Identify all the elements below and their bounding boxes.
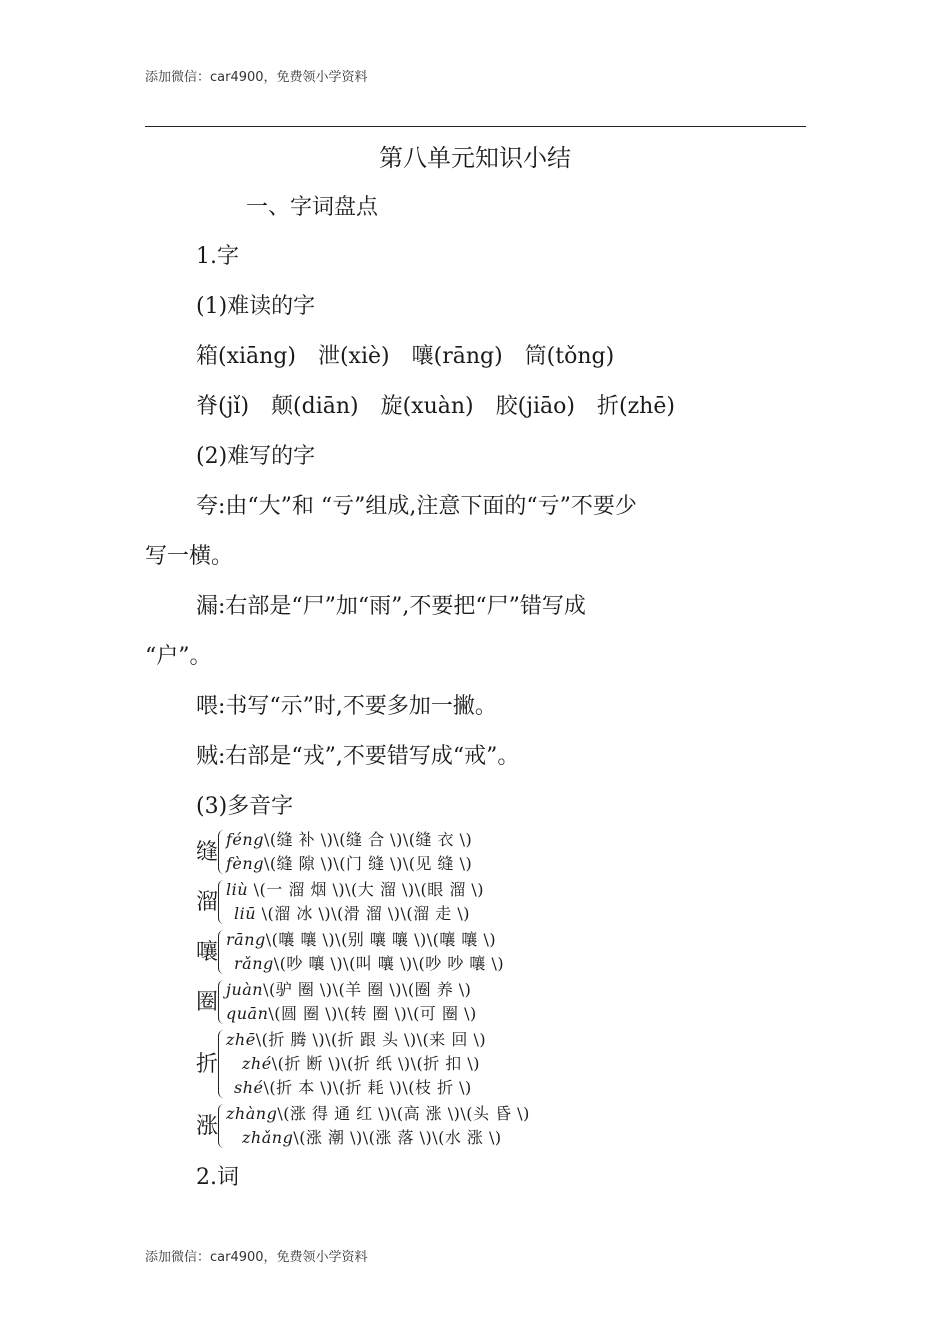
subsection-chars: 1.字 — [196, 244, 239, 269]
hard-write-kua-1: 夸:由“大”和 “亏”组成,注意下面的“亏”不要少 — [196, 494, 637, 519]
polyphone-group — [196, 828, 556, 876]
polyphone-heading: (3)多音字 — [196, 794, 294, 819]
hard-write-heading: (2)难写的字 — [196, 444, 316, 469]
header-divider — [145, 126, 806, 127]
subsection-words: 2.词 — [196, 1165, 239, 1190]
reading-line — [234, 1077, 472, 1099]
hard-read-row-2: 脊(jǐ) 颠(diān) 旋(xuàn) 胶(jiāo) 折(zhē) — [196, 394, 675, 419]
pinyin: shé — [234, 1078, 264, 1097]
pinyin: féng — [226, 830, 264, 849]
pinyin: rǎng — [234, 954, 274, 973]
example-words: \(一 溜 烟 \)\(大 溜 \)\(眼 溜 \) — [248, 880, 485, 899]
example-words: \(涨 得 通 红 \)\(高 涨 \)\(头 昏 \) — [277, 1104, 530, 1123]
example-words: \(折 断 \)\(折 纸 \)\(折 扣 \) — [271, 1054, 481, 1073]
brace — [218, 930, 225, 974]
example-words: \(圆 圈 \)\(转 圈 \)\(可 圈 \) — [268, 1004, 477, 1023]
hard-write-zei: 贼:右部是“戎”,不要错写成“戒”。 — [196, 744, 520, 769]
pinyin: liù — [226, 880, 249, 899]
polyphone-char: 缝 — [196, 840, 219, 865]
pinyin: zhē — [226, 1030, 256, 1049]
hard-write-wei: 喂:书写“⽰”时,不要多加一撇。 — [196, 694, 497, 719]
reading-line — [226, 979, 471, 1001]
pinyin: liū — [234, 904, 257, 923]
reading-line — [226, 879, 484, 901]
hard-write-kua-2: 写一横。 — [145, 544, 234, 569]
reading-line — [226, 1003, 477, 1025]
polyphone-char: 嚷 — [196, 940, 219, 965]
example-words: \(折 腾 \)\(折 跟 头 \)\(来 回 \) — [255, 1030, 487, 1049]
pinyin: zhé — [242, 1054, 272, 1073]
hard-write-lou-1: 漏:右部是“尸”加“雨”,不要把“尸”错写成 — [196, 594, 586, 619]
reading-line — [226, 929, 496, 951]
example-words: \(嚷 嚷 \)\(别 嚷 嚷 \)\(嚷 嚷 \) — [265, 930, 497, 949]
brace — [218, 830, 225, 874]
polyphone-char: 涨 — [196, 1114, 219, 1139]
example-words: \(驴 圈 \)\(羊 圈 \)\(圈 养 \) — [263, 980, 472, 999]
reading-line — [226, 1029, 486, 1051]
polyphone-char: 圈 — [196, 990, 219, 1015]
reading-line — [234, 953, 504, 975]
pinyin: fèng — [226, 854, 264, 873]
example-words: \(折 本 \)\(折 耗 \)\(枝 折 \) — [263, 1078, 472, 1097]
footer-watermark-note: 添加微信：car4900，免费领小学资料 — [145, 1250, 368, 1265]
reading-line — [226, 853, 472, 875]
polyphone-group — [196, 928, 556, 976]
hard-read-row-1: 箱(xiāng) 泄(xiè) 嚷(rāng) 筒(tǒng) — [196, 344, 615, 369]
pinyin: juàn — [226, 980, 264, 999]
brace — [218, 1104, 225, 1148]
pinyin: zhàng — [226, 1104, 278, 1123]
page-title: 第八单元知识小结 — [379, 144, 571, 172]
example-words: \(涨 潮 \)\(涨 落 \)\(水 涨 \) — [293, 1128, 502, 1147]
example-words: \(缝 补 \)\(缝 合 \)\(缝 衣 \) — [263, 830, 473, 849]
header-watermark-note: 添加微信：car4900，免费领小学资料 — [145, 70, 368, 85]
reading-line — [242, 1127, 502, 1149]
reading-line — [242, 1053, 480, 1075]
example-words: \(吵 嚷 \)\(叫 嚷 \)\(吵 吵 嚷 \) — [273, 954, 505, 973]
pinyin: quān — [226, 1004, 269, 1023]
brace — [218, 880, 225, 924]
polyphone-char: 折 — [196, 1052, 219, 1077]
reading-line — [226, 829, 472, 851]
polyphone-group — [196, 978, 556, 1026]
example-words: \(溜 冰 \)\(滑 溜 \)\(溜 走 \) — [256, 904, 470, 923]
hard-read-heading: (1)难读的字 — [196, 294, 316, 319]
section-heading: 一、字词盘点 — [246, 195, 379, 220]
polyphone-char: 溜 — [196, 890, 219, 915]
polyphone-group — [196, 1102, 556, 1152]
hard-write-lou-2: “户”。 — [145, 644, 212, 669]
brace — [218, 1030, 225, 1098]
reading-line — [234, 903, 470, 925]
example-words: \(缝 隙 \)\(门 缝 \)\(见 缝 \) — [263, 854, 473, 873]
pinyin: zhǎng — [242, 1128, 294, 1147]
polyphone-group — [196, 878, 556, 926]
brace — [218, 980, 225, 1024]
reading-line — [226, 1103, 530, 1125]
pinyin: rāng — [226, 930, 266, 949]
polyphone-group — [196, 1028, 556, 1100]
